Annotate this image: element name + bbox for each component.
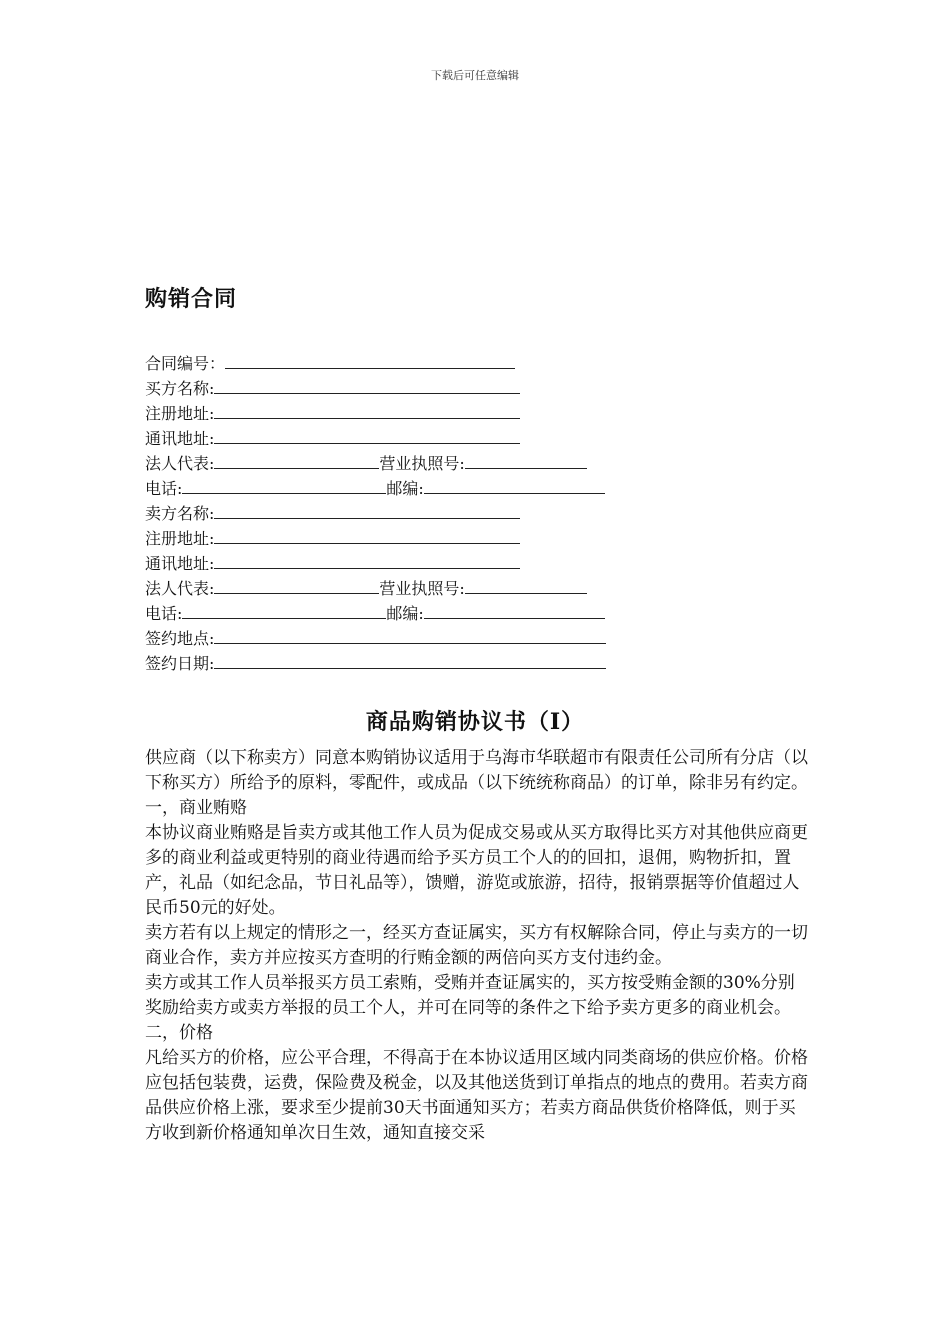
form-field	[145, 575, 379, 600]
field-blank-line[interactable]	[424, 475, 605, 494]
paragraph: 二，价格	[145, 1023, 213, 1043]
form-field	[386, 600, 604, 625]
field-blank-line[interactable]	[214, 400, 520, 419]
field-blank-line[interactable]	[214, 500, 520, 519]
field-label: 电话:	[145, 479, 183, 498]
form-field	[379, 450, 586, 475]
field-label: 法人代表:	[145, 579, 215, 598]
field-label: 签约地点:	[145, 629, 215, 648]
field-row	[145, 650, 606, 675]
form-field	[145, 525, 520, 550]
field-blank-line[interactable]	[214, 575, 379, 594]
field-label: 注册地址:	[145, 404, 215, 423]
header-note: 下载后可任意编辑	[431, 69, 519, 82]
field-label: 合同编号：	[145, 354, 226, 373]
field-label: 注册地址:	[145, 529, 215, 548]
field-label: 法人代表:	[145, 454, 215, 473]
field-blank-line[interactable]	[465, 575, 587, 594]
field-row	[145, 425, 606, 450]
field-blank-line[interactable]	[465, 450, 587, 469]
field-blank-line[interactable]	[214, 550, 520, 569]
form-field	[145, 475, 386, 500]
field-blank-line[interactable]	[182, 475, 386, 494]
form-field	[145, 400, 520, 425]
field-row	[145, 575, 606, 600]
paragraph: 供应商（以下称卖方）同意本购销协议适用于乌海市华联超市有限责任公司所有分店（以下称买方）所给予的原料，零配件，或成品（以下统统称商品）的订单，除非另有约定。	[145, 748, 808, 793]
form-field	[386, 475, 604, 500]
field-row	[145, 525, 606, 550]
field-label: 通讯地址:	[145, 554, 215, 573]
field-row	[145, 475, 606, 500]
field-row	[145, 625, 606, 650]
form-field	[145, 500, 520, 525]
field-blank-line[interactable]	[214, 375, 520, 394]
paragraph: 本协议商业贿赂是旨卖方或其他工作人员为促成交易或从买方取得比买方对其他供应商更多的商业利益或更特别的商业待遇而给予买方员工个人的的回扣，退佣，购物折扣，置产，礼品（如纪念品，节日礼品等），馈赠，游览或旅游，招待，报销票据等价值超过人民币50元的好处。	[145, 823, 808, 918]
field-row	[145, 550, 606, 575]
form-field	[145, 450, 379, 475]
field-label: 通讯地址:	[145, 429, 215, 448]
field-label: 卖方名称:	[145, 504, 215, 523]
form-field	[145, 550, 520, 575]
field-row	[145, 375, 606, 400]
form-field	[379, 575, 586, 600]
paragraph: 卖方若有以上规定的情形之一，经买方查证属实，买方有权解除合同，停止与卖方的一切商业合作，卖方并应按买方查明的行贿金额的两倍向买方支付违约金。	[145, 923, 808, 968]
field-blank-line[interactable]	[225, 350, 515, 369]
paragraph: 卖方或其工作人员举报买方员工索贿，受贿并查证属实的，买方按受贿金额的30%分别奖励给卖方或卖方举报的员工个人，并可在同等的条件之下给予卖方更多的商业机会。	[145, 973, 795, 1018]
field-label: 邮编:	[386, 604, 424, 623]
paragraph: 一，商业贿赂	[145, 798, 247, 818]
form-field	[145, 625, 606, 650]
field-label: 电话:	[145, 604, 183, 623]
agreement-title: 商品购销协议书（I）	[365, 709, 585, 735]
agreement-body	[145, 746, 810, 1146]
field-blank-line[interactable]	[182, 600, 386, 619]
field-blank-line[interactable]	[214, 650, 606, 669]
form-field	[145, 375, 520, 400]
field-blank-line[interactable]	[214, 625, 606, 644]
field-blank-line[interactable]	[214, 525, 520, 544]
form-field	[145, 350, 515, 375]
field-row	[145, 350, 606, 375]
field-label: 邮编:	[386, 479, 424, 498]
contract-fields	[145, 350, 606, 675]
field-label: 营业执照号:	[379, 454, 465, 473]
field-row	[145, 400, 606, 425]
field-row	[145, 450, 606, 475]
field-blank-line[interactable]	[214, 450, 379, 469]
field-row	[145, 500, 606, 525]
form-field	[145, 425, 520, 450]
form-field	[145, 600, 386, 625]
contract-title: 购销合同	[145, 286, 238, 312]
field-label: 签约日期:	[145, 654, 215, 673]
field-blank-line[interactable]	[424, 600, 605, 619]
field-label: 营业执照号:	[379, 579, 465, 598]
form-field	[145, 650, 606, 675]
field-row	[145, 600, 606, 625]
field-blank-line[interactable]	[214, 425, 520, 444]
field-label: 买方名称:	[145, 379, 215, 398]
paragraph: 凡给买方的价格，应公平合理，不得高于在本协议适用区域内同类商场的供应价格。价格应包括包装费，运费，保险费及税金，以及其他送货到订单指点的地点的费用。若卖方商品供应价格上涨，要求至少提前30天书面通知买方；若卖方商品供货价格降低，则于买方收到新价格通知单次日生效，通知直接交采	[145, 1048, 808, 1143]
